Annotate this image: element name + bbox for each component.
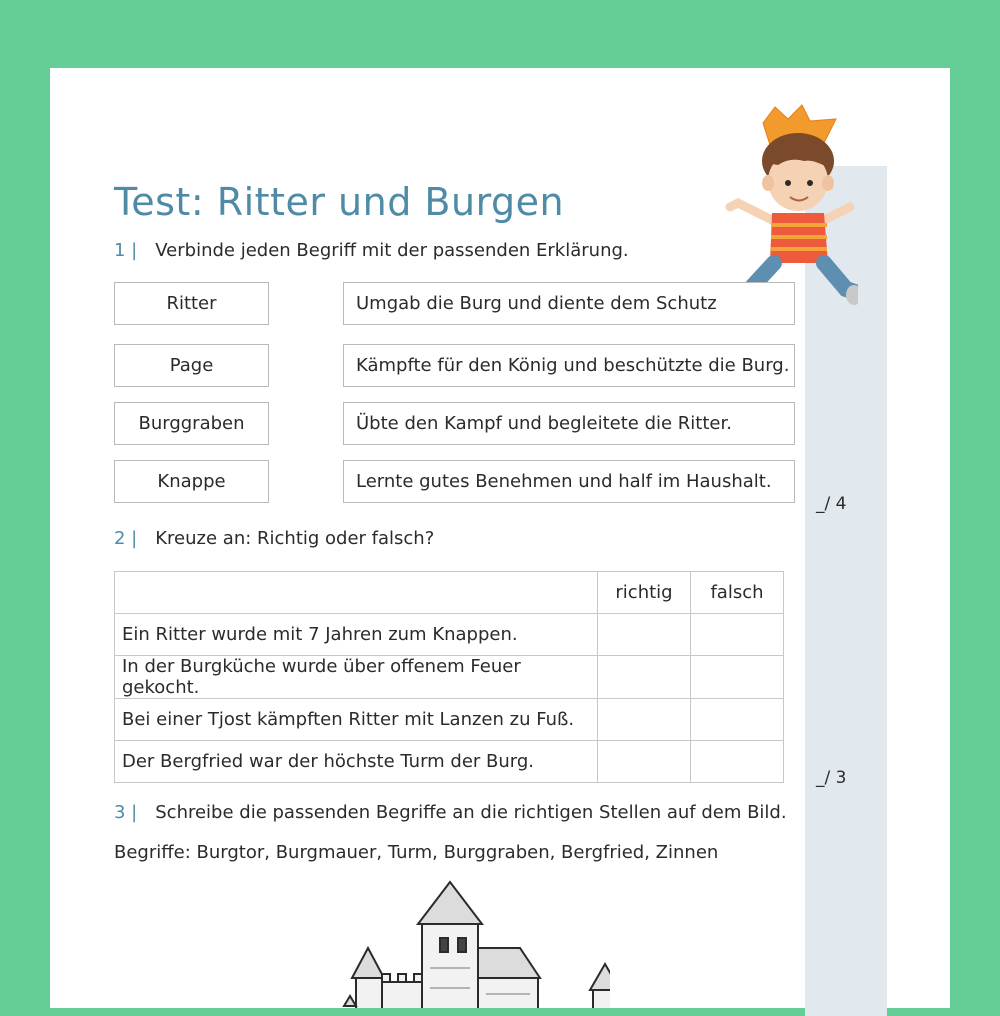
table-row	[115, 741, 784, 783]
explanation-box-2[interactable]: Kämpfte für den König und beschützte die Burg.	[343, 344, 795, 387]
falsch-checkbox-cell[interactable]	[691, 699, 784, 741]
term-box-2[interactable]: Page	[114, 344, 269, 387]
task-3-instruction: Schreibe die passenden Begriffe an die richtigen Stellen auf dem Bild.	[155, 802, 787, 823]
task-1-instruction: Verbinde jeden Begriff mit der passenden Erklärung.	[155, 240, 629, 261]
falsch-checkbox-cell[interactable]	[691, 741, 784, 783]
statement-cell: In der Burgküche wurde über offenem Feuer gekocht.	[115, 656, 598, 699]
explanation-box-3[interactable]: Übte den Kampf und begleitete die Ritter.	[343, 402, 795, 445]
statement-header-cell	[115, 572, 598, 614]
richtig-checkbox-cell[interactable]	[598, 614, 691, 656]
table-row	[115, 614, 784, 656]
task-3-heading	[114, 802, 787, 823]
worksheet-page	[50, 68, 950, 1008]
task-2-number: 2 |	[114, 528, 138, 549]
true-false-table	[114, 571, 784, 783]
term-box-4[interactable]: Knappe	[114, 460, 269, 503]
term-box-3[interactable]: Burggraben	[114, 402, 269, 445]
explanation-box-4[interactable]: Lernte gutes Benehmen und half im Haushalt.	[343, 460, 795, 503]
boy-with-crown-illustration	[718, 103, 858, 308]
richtig-checkbox-cell[interactable]	[598, 656, 691, 699]
castle-illustration	[290, 878, 610, 1008]
task-1-score: _/ 4	[816, 494, 847, 514]
table-row	[115, 656, 784, 699]
word-bank: Begriffe: Burgtor, Burgmauer, Turm, Burggraben, Bergfried, Zinnen	[114, 842, 719, 863]
statement-cell: Bei einer Tjost kämpften Ritter mit Lanzen zu Fuß.	[115, 699, 598, 741]
falsch-header: falsch	[691, 572, 784, 614]
statement-cell: Der Bergfried war der höchste Turm der Burg.	[115, 741, 598, 783]
richtig-checkbox-cell[interactable]	[598, 741, 691, 783]
richtig-header: richtig	[598, 572, 691, 614]
falsch-checkbox-cell[interactable]	[691, 614, 784, 656]
explanation-box-1[interactable]: Umgab die Burg und diente dem Schutz	[343, 282, 795, 325]
table-header-row	[115, 572, 784, 614]
task-1-heading	[114, 240, 629, 261]
task-3-number: 3 |	[114, 802, 138, 823]
page-title: Test: Ritter und Burgen	[114, 180, 565, 224]
task-2-instruction: Kreuze an: Richtig oder falsch?	[155, 528, 435, 549]
falsch-checkbox-cell[interactable]	[691, 656, 784, 699]
task-2-heading	[114, 528, 434, 549]
task-2-score: _/ 3	[816, 768, 847, 788]
richtig-checkbox-cell[interactable]	[598, 699, 691, 741]
term-box-1[interactable]: Ritter	[114, 282, 269, 325]
statement-cell: Ein Ritter wurde mit 7 Jahren zum Knappen.	[115, 614, 598, 656]
table-row	[115, 699, 784, 741]
task-1-number: 1 |	[114, 240, 138, 261]
